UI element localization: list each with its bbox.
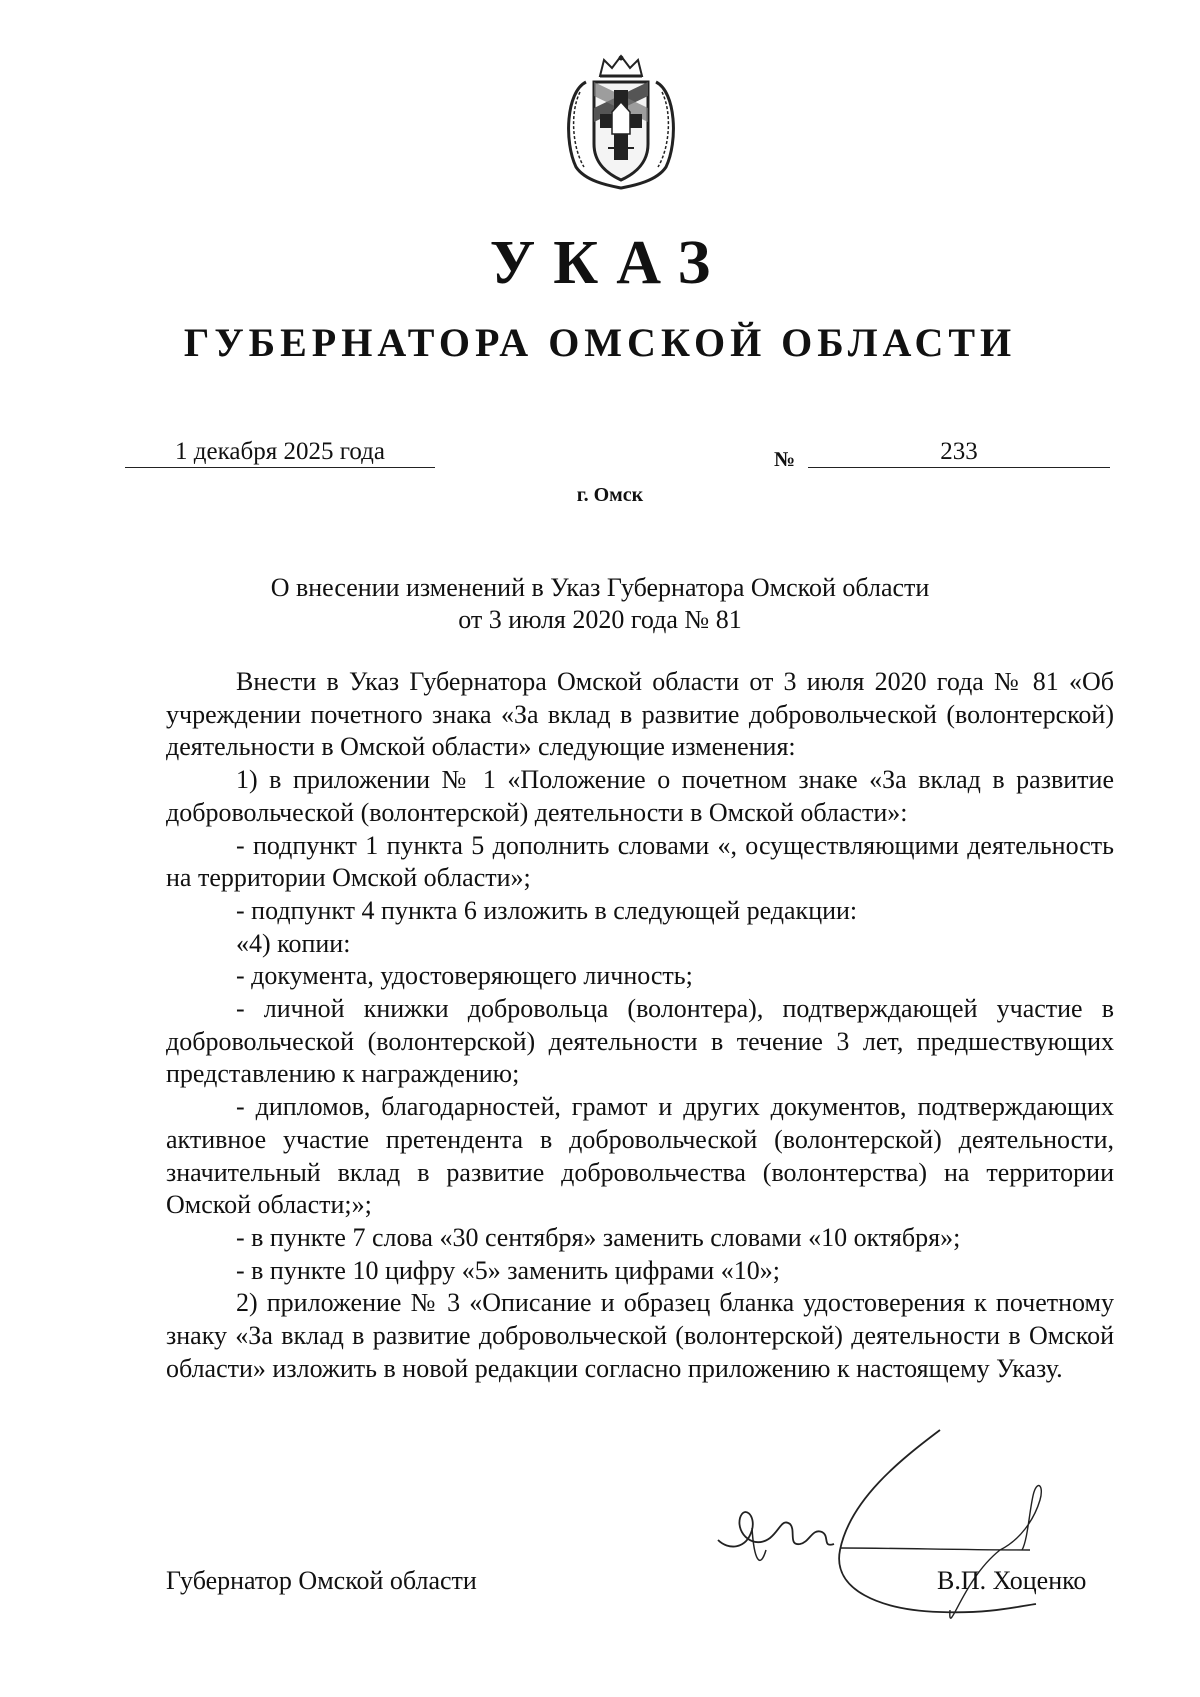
number-sign: №	[774, 447, 796, 471]
body-paragraph: - в пункте 10 цифру «5» заменить цифрами «10»;	[236, 1255, 780, 1285]
body-paragraph: - в пункте 7 слова «30 сентября» заменить словами «10 октября»;	[236, 1222, 961, 1252]
body-paragraph: - подпункт 1 пункта 5 дополнить словами «, осуществляющими деятельность на территории Омской области»;	[166, 830, 1114, 893]
subject-line-2: от 3 июля 2020 года № 81	[458, 605, 742, 634]
body-paragraph: - документа, удостоверяющего личность;	[236, 961, 693, 991]
signatory-name: В.П. Хоценко	[937, 1566, 1087, 1595]
body-paragraph: 2) приложение № 3 «Описание и образец бланка удостоверения к почетному знаку «За вклад в развитие добровольческой (волонтерской) деятельности в Омской области» изложить в новой редакции согласно приложению к настоящему Указу.	[166, 1288, 1114, 1383]
omsk-oblast-coat-of-arms-icon	[556, 52, 686, 192]
decree-date: 1 декабря 2025 года	[125, 437, 435, 468]
decree-subject	[0, 572, 1200, 636]
body-paragraph: - личной книжки добровольца (волонтера), подтверждающей участие в добровольческой (волонтерской) деятельности в течение 3 лет, предшествующих представлению к награждению;	[166, 994, 1114, 1089]
body-paragraph: Внести в Указ Губернатора Омской области от 3 июля 2020 года № 81 «Об учреждении почетного знака «За вклад в развитие добровольческой (волонтерской) деятельности в Омской области» следующие изменения:	[166, 667, 1114, 762]
decree-body	[166, 666, 1114, 1385]
body-paragraph: - подпункт 4 пункта 6 изложить в следующей редакции:	[236, 895, 858, 925]
decree-issuer: ГУБЕРНАТОРА ОМСКОЙ ОБЛАСТИ	[183, 320, 1017, 365]
subject-line-1: О внесении изменений в Указ Губернатора Омской области	[270, 573, 930, 602]
decree-title: УКАЗ	[489, 229, 729, 297]
body-paragraph: 1) в приложении № 1 «Положение о почетном знаке «За вклад в развитие добровольческой (волонтерской) деятельности в Омской области»:	[166, 765, 1114, 827]
decree-city: г. Омск	[576, 484, 644, 506]
decree-number: 233	[808, 437, 1110, 468]
signatory-position: Губернатор Омской области	[166, 1566, 477, 1595]
body-paragraph: - дипломов, благодарностей, грамот и других документов, подтверждающих активное участие претендента в добровольческой (волонтерской) деятельности, значительный вклад в развитие добровольчества (волонтерства) на территории Омской области;»;	[166, 1092, 1114, 1220]
body-paragraph: «4) копии:	[236, 928, 351, 958]
